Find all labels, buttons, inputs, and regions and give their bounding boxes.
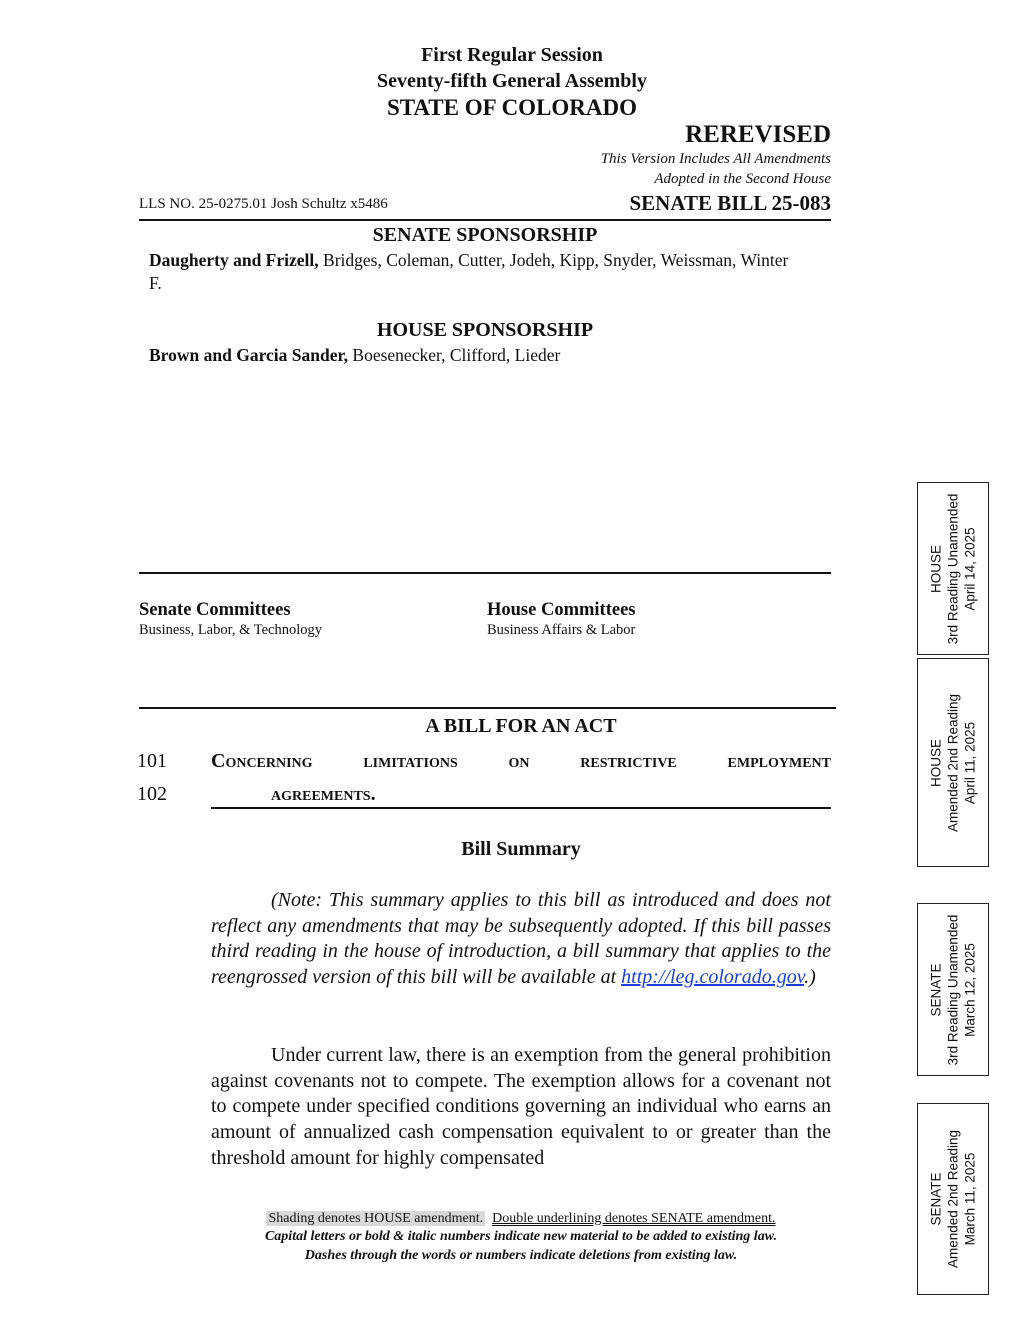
bill-act-heading: A BILL FOR AN ACT [425, 715, 617, 737]
stamp-house-3rd-reading [917, 482, 989, 655]
footer-dashes-note: Dashes through the words or numbers indicate deletions from existing law. [304, 1248, 738, 1263]
house-shading-note: Shading denotes HOUSE amendment. [268, 1211, 484, 1226]
line-number-102: 102 [137, 783, 167, 805]
stamp-date: April 11, 2025 [962, 721, 978, 804]
header-rule [139, 219, 831, 221]
summary-note-end: .) [804, 966, 816, 989]
bill-title-underline [211, 807, 831, 809]
state-label: STATE OF COLORADO [386, 95, 638, 120]
summary-note [211, 888, 831, 991]
stamp-chamber: HOUSE [928, 738, 944, 787]
committees-rule [139, 572, 831, 574]
senate-committees-heading: Senate Committees [139, 600, 291, 620]
senate-primary-sponsors: Daugherty and Frizell, [149, 250, 319, 270]
bill-title-line-2: agreements. [271, 783, 376, 805]
house-primary-sponsors: Brown and Garcia Sander, [149, 345, 349, 365]
stamp-date: March 11, 2025 [962, 1152, 978, 1246]
stamp-date: April 14, 2025 [962, 526, 978, 611]
version-status: REREVISED [685, 121, 831, 148]
leg-colorado-link[interactable]: http://leg.colorado.gov [621, 966, 805, 989]
senate-cosponsors: Bridges, Coleman, Cutter, Jodeh, Kipp, Snyder, Weissman, Winter [323, 250, 789, 270]
lls-number: LLS NO. 25-0275.01 Josh Schultz x5486 [139, 196, 388, 212]
stamp-house-2nd-reading [917, 658, 989, 867]
senate-cosponsors-cont: F. [149, 273, 162, 293]
footer-amendment-legend [211, 1211, 831, 1227]
stamp-action: 3rd Reading Unamended [945, 914, 961, 1065]
bill-title-line-1: Concerning limitations on restrictive employment [211, 750, 831, 772]
stamp-action: 3rd Reading Unamended [945, 493, 961, 644]
senate-sponsors [149, 250, 831, 271]
senate-underline-note: Double underlining denotes SENATE amendment. [492, 1211, 776, 1226]
stamp-date: March 12, 2025 [962, 942, 978, 1037]
stamp-action: Amended 2nd Reading [945, 1129, 961, 1269]
session-label: First Regular Session [421, 44, 603, 66]
bill-title-rule [139, 707, 836, 709]
version-note-1: This Version Includes All Amendments [600, 151, 831, 167]
senate-committees-list: Business, Labor, & Technology [139, 622, 322, 638]
bill-summary-heading: Bill Summary [461, 838, 581, 860]
senate-sponsorship-heading: SENATE SPONSORSHIP [372, 224, 598, 246]
line-number-101: 101 [137, 750, 167, 772]
house-sponsorship-heading: HOUSE SPONSORSHIP [376, 319, 594, 341]
house-committees-heading: House Committees [487, 600, 636, 620]
house-cosponsors: Boesenecker, Clifford, Lieder [352, 345, 561, 365]
stamp-chamber: SENATE [928, 962, 944, 1017]
stamp-chamber: SENATE [928, 1172, 944, 1226]
footer-capital-note: Capital letters or bold & italic numbers indicate new material to be added to existing law. [264, 1229, 778, 1244]
assembly-label: Seventy-fifth General Assembly [377, 70, 647, 92]
house-committees-list: Business Affairs & Labor [487, 622, 636, 638]
bill-number: SENATE BILL 25-083 [629, 191, 831, 215]
summary-note-text: (Note: This summary applies to this bill as introduced and does not reflect any amendments that may be subsequently adopted. If this bill passes third reading in the house of introduction, a bill summary that applies to the reengrossed version of this bill will be available at [211, 889, 831, 989]
stamp-senate-3rd-reading [917, 903, 989, 1076]
house-sponsors [149, 345, 560, 366]
stamp-action: Amended 2nd Reading [945, 693, 961, 832]
version-note-2: Adopted in the Second House [654, 171, 831, 187]
stamp-chamber: HOUSE [928, 544, 944, 593]
summary-body: Under current law, there is an exemption from the general prohibition against covenants not to compete. The exemption allows for a covenant not to compete under specified conditions governing an individual who earns an amount of annualized cash compensation equivalent to or greater than the threshold amount for highly compensated [211, 1044, 831, 1169]
stamp-senate-2nd-reading [917, 1103, 989, 1295]
